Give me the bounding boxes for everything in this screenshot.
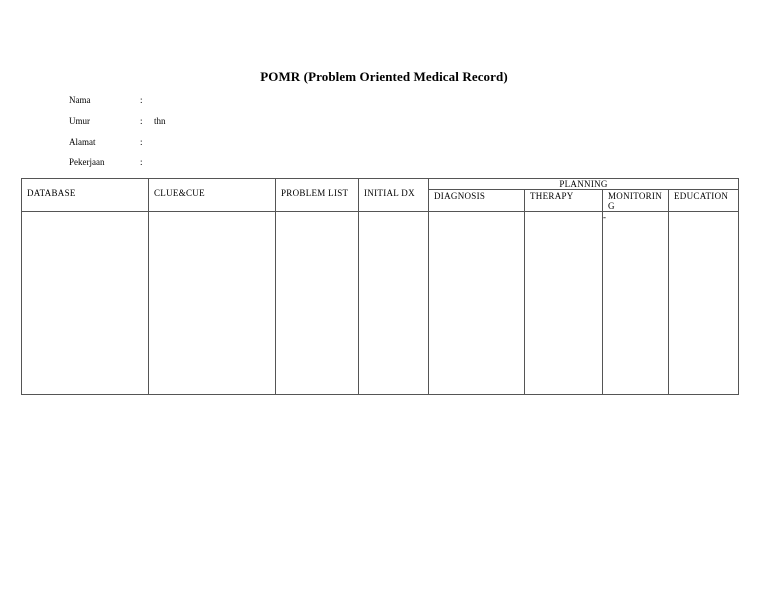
info-row-pekerjaan (69, 157, 369, 169)
page-title: POMR (Problem Oriented Medical Record) (260, 69, 508, 84)
info-row-alamat (69, 137, 369, 149)
info-colon: : (140, 95, 143, 105)
col-header-clue-cue: CLUE&CUE (149, 179, 276, 212)
cell-problem-list (276, 212, 359, 395)
cell-education (669, 212, 739, 395)
info-colon: : (140, 137, 143, 147)
header-row-top (22, 179, 739, 190)
cell-clue-cue (149, 212, 276, 395)
col-header-education: EDUCATION (669, 190, 739, 212)
col-header-problem-list: PROBLEM LIST (276, 179, 359, 212)
info-label-umur: Umur (69, 116, 90, 126)
info-label-nama: Nama (69, 95, 91, 105)
col-header-planning: PLANNING (429, 179, 739, 190)
col-header-monitoring: MONITORING (603, 190, 669, 212)
pomr-table (21, 178, 739, 395)
table-row (22, 212, 739, 395)
info-colon: : (140, 116, 143, 126)
info-row-nama (69, 95, 369, 107)
cell-diagnosis (429, 212, 525, 395)
col-header-database: DATABASE (22, 179, 149, 212)
col-header-diagnosis: DIAGNOSIS (429, 190, 525, 212)
cell-database (22, 212, 149, 395)
cell-initial-dx (359, 212, 429, 395)
cell-monitoring: - (603, 212, 669, 395)
info-label-pekerjaan: Pekerjaan (69, 157, 105, 167)
info-label-alamat: Alamat (69, 137, 96, 147)
info-colon: : (140, 157, 143, 167)
col-header-initial-dx: INITIAL DX (359, 179, 429, 212)
cell-therapy (525, 212, 603, 395)
col-header-therapy: THERAPY (525, 190, 603, 212)
info-row-umur (69, 116, 369, 128)
info-value-umur: thn (154, 116, 166, 126)
